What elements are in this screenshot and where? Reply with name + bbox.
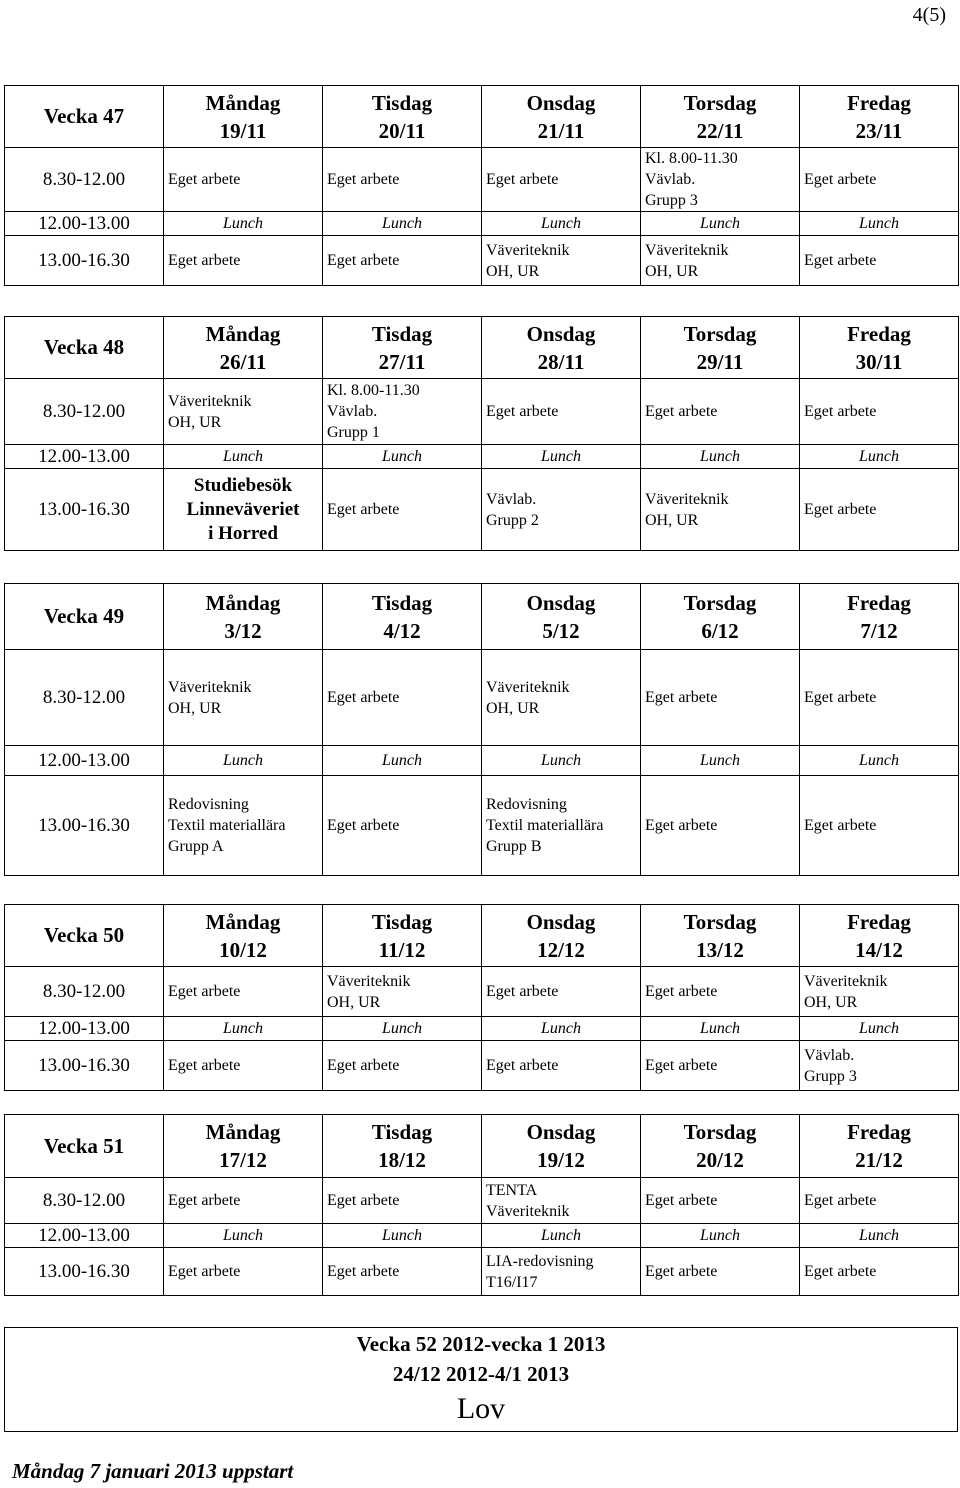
lunch-cell: Lunch — [323, 1017, 482, 1041]
page-number: 4(5) — [912, 4, 946, 26]
day-header: Fredag 30/11 — [800, 317, 959, 379]
week-title: Vecka 51 — [5, 1115, 164, 1178]
day-header: Fredag 21/12 — [800, 1115, 959, 1178]
schedule-cell: Eget arbete — [800, 236, 959, 286]
day-header: Onsdag 5/12 — [482, 584, 641, 650]
schedule-cell: Redovisning Textil materiallära Grupp A — [164, 776, 323, 876]
lunch-cell: Lunch — [482, 746, 641, 776]
time-slot: 12.00-13.00 — [5, 1017, 164, 1041]
schedule-cell: Eget arbete — [323, 776, 482, 876]
time-slot: 13.00-16.30 — [5, 236, 164, 286]
schedule-cell: Eget arbete — [800, 650, 959, 746]
week-50-table — [4, 904, 959, 1091]
time-slot: 8.30-12.00 — [5, 967, 164, 1017]
day-header: Torsdag 29/11 — [641, 317, 800, 379]
day-header: Torsdag 6/12 — [641, 584, 800, 650]
schedule-cell: Väveriteknik OH, UR — [482, 650, 641, 746]
start-note: Måndag 7 januari 2013 uppstart — [12, 1459, 294, 1483]
schedule-cell: Eget arbete — [800, 1178, 959, 1224]
schedule-cell: Eget arbete — [164, 1041, 323, 1091]
schedule-cell: Eget arbete — [323, 1178, 482, 1224]
day-header: Fredag 23/11 — [800, 86, 959, 148]
schedule-cell: Eget arbete — [323, 236, 482, 286]
lunch-cell: Lunch — [164, 445, 323, 469]
schedule-cell: Studiebesök Linneväveriet i Horred — [164, 469, 323, 551]
time-slot: 8.30-12.00 — [5, 1178, 164, 1224]
lunch-cell: Lunch — [323, 1224, 482, 1248]
time-slot: 13.00-16.30 — [5, 1041, 164, 1091]
lunch-cell: Lunch — [641, 1224, 800, 1248]
time-slot: 8.30-12.00 — [5, 650, 164, 746]
schedule-cell: Eget arbete — [164, 236, 323, 286]
lunch-cell: Lunch — [482, 1224, 641, 1248]
lunch-cell: Lunch — [482, 1017, 641, 1041]
day-header: Fredag 14/12 — [800, 905, 959, 967]
schedule-cell: Väveriteknik OH, UR — [641, 236, 800, 286]
time-slot: 12.00-13.00 — [5, 1224, 164, 1248]
day-header: Fredag 7/12 — [800, 584, 959, 650]
day-header: Måndag 19/11 — [164, 86, 323, 148]
day-header: Onsdag 21/11 — [482, 86, 641, 148]
time-slot: 13.00-16.30 — [5, 1248, 164, 1296]
holiday-dates: 24/12 2012-4/1 2013 — [392, 1362, 570, 1386]
schedule-cell: TENTA Väveriteknik — [482, 1178, 641, 1224]
schedule-cell: Eget arbete — [641, 1178, 800, 1224]
lunch-cell: Lunch — [641, 445, 800, 469]
schedule-cell: Eget arbete — [641, 379, 800, 445]
schedule-cell: Eget arbete — [641, 776, 800, 876]
week-title: Vecka 50 — [5, 905, 164, 967]
lunch-cell: Lunch — [641, 212, 800, 236]
day-header: Tisdag 27/11 — [323, 317, 482, 379]
day-header: Torsdag 22/11 — [641, 86, 800, 148]
day-header: Onsdag 19/12 — [482, 1115, 641, 1178]
schedule-cell: Väveriteknik OH, UR — [641, 469, 800, 551]
schedule-cell: Eget arbete — [800, 776, 959, 876]
time-slot: 12.00-13.00 — [5, 746, 164, 776]
schedule-cell: Kl. 8.00-11.30 Vävlab. Grupp 1 — [323, 379, 482, 445]
day-header: Måndag 10/12 — [164, 905, 323, 967]
week-title: Vecka 48 — [5, 317, 164, 379]
time-slot: 8.30-12.00 — [5, 148, 164, 212]
schedule-cell: Eget arbete — [164, 1248, 323, 1296]
day-header: Måndag 3/12 — [164, 584, 323, 650]
lunch-cell: Lunch — [800, 1017, 959, 1041]
week-47-table — [4, 85, 959, 286]
lunch-cell: Lunch — [800, 445, 959, 469]
week-51-table — [4, 1114, 959, 1296]
day-header: Onsdag 28/11 — [482, 317, 641, 379]
lunch-cell: Lunch — [800, 212, 959, 236]
schedule-cell: Eget arbete — [641, 650, 800, 746]
day-header: Måndag 26/11 — [164, 317, 323, 379]
schedule-cell: Eget arbete — [482, 379, 641, 445]
schedule-cell: Eget arbete — [164, 148, 323, 212]
lunch-cell: Lunch — [800, 746, 959, 776]
day-header: Måndag 17/12 — [164, 1115, 323, 1178]
schedule-cell: Eget arbete — [800, 379, 959, 445]
schedule-cell: Väveriteknik OH, UR — [164, 379, 323, 445]
holiday-label: Lov — [456, 1392, 506, 1425]
week-48-table — [4, 316, 959, 551]
schedule-cell: Vävlab. Grupp 3 — [800, 1041, 959, 1091]
time-slot: 13.00-16.30 — [5, 776, 164, 876]
time-slot: 12.00-13.00 — [5, 445, 164, 469]
schedule-cell: Eget arbete — [482, 967, 641, 1017]
schedule-cell: Vävlab. Grupp 2 — [482, 469, 641, 551]
day-header: Tisdag 4/12 — [323, 584, 482, 650]
schedule-cell: Eget arbete — [323, 1248, 482, 1296]
schedule-cell: Eget arbete — [641, 967, 800, 1017]
schedule-cell: Eget arbete — [800, 1248, 959, 1296]
schedule-cell: Eget arbete — [323, 650, 482, 746]
time-slot: 13.00-16.30 — [5, 469, 164, 551]
schedule-cell: Väveriteknik OH, UR — [164, 650, 323, 746]
lunch-cell: Lunch — [164, 746, 323, 776]
schedule-cell: Eget arbete — [641, 1248, 800, 1296]
schedule-cell: Eget arbete — [800, 148, 959, 212]
day-header: Torsdag 20/12 — [641, 1115, 800, 1178]
schedule-cell: Eget arbete — [323, 469, 482, 551]
week-title: Vecka 49 — [5, 584, 164, 650]
holiday-title: Vecka 52 2012-vecka 1 2013 — [356, 1332, 606, 1356]
week-title: Vecka 47 — [5, 86, 164, 148]
lunch-cell: Lunch — [164, 212, 323, 236]
schedule-cell: Eget arbete — [164, 1178, 323, 1224]
day-header: Tisdag 20/11 — [323, 86, 482, 148]
holiday-box — [4, 1327, 958, 1432]
schedule-cell: Eget arbete — [482, 148, 641, 212]
schedule-cell: Väveriteknik OH, UR — [323, 967, 482, 1017]
week-49-table — [4, 583, 959, 876]
time-slot: 12.00-13.00 — [5, 212, 164, 236]
lunch-cell: Lunch — [323, 212, 482, 236]
schedule-cell: Kl. 8.00-11.30 Vävlab. Grupp 3 — [641, 148, 800, 212]
lunch-cell: Lunch — [164, 1017, 323, 1041]
lunch-cell: Lunch — [641, 1017, 800, 1041]
day-header: Tisdag 18/12 — [323, 1115, 482, 1178]
day-header: Tisdag 11/12 — [323, 905, 482, 967]
lunch-cell: Lunch — [482, 212, 641, 236]
lunch-cell: Lunch — [323, 746, 482, 776]
time-slot: 8.30-12.00 — [5, 379, 164, 445]
schedule-cell: Eget arbete — [164, 967, 323, 1017]
lunch-cell: Lunch — [800, 1224, 959, 1248]
schedule-cell: Eget arbete — [482, 1041, 641, 1091]
schedule-cell: Eget arbete — [323, 148, 482, 212]
day-header: Torsdag 13/12 — [641, 905, 800, 967]
schedule-cell: LIA-redovisning T16/I17 — [482, 1248, 641, 1296]
lunch-cell: Lunch — [164, 1224, 323, 1248]
schedule-cell: Väveriteknik OH, UR — [482, 236, 641, 286]
lunch-cell: Lunch — [641, 746, 800, 776]
schedule-cell: Väveriteknik OH, UR — [800, 967, 959, 1017]
schedule-cell: Eget arbete — [641, 1041, 800, 1091]
lunch-cell: Lunch — [323, 445, 482, 469]
schedule-cell: Redovisning Textil materiallära Grupp B — [482, 776, 641, 876]
day-header: Onsdag 12/12 — [482, 905, 641, 967]
lunch-cell: Lunch — [482, 445, 641, 469]
schedule-cell: Eget arbete — [323, 1041, 482, 1091]
schedule-cell: Eget arbete — [800, 469, 959, 551]
